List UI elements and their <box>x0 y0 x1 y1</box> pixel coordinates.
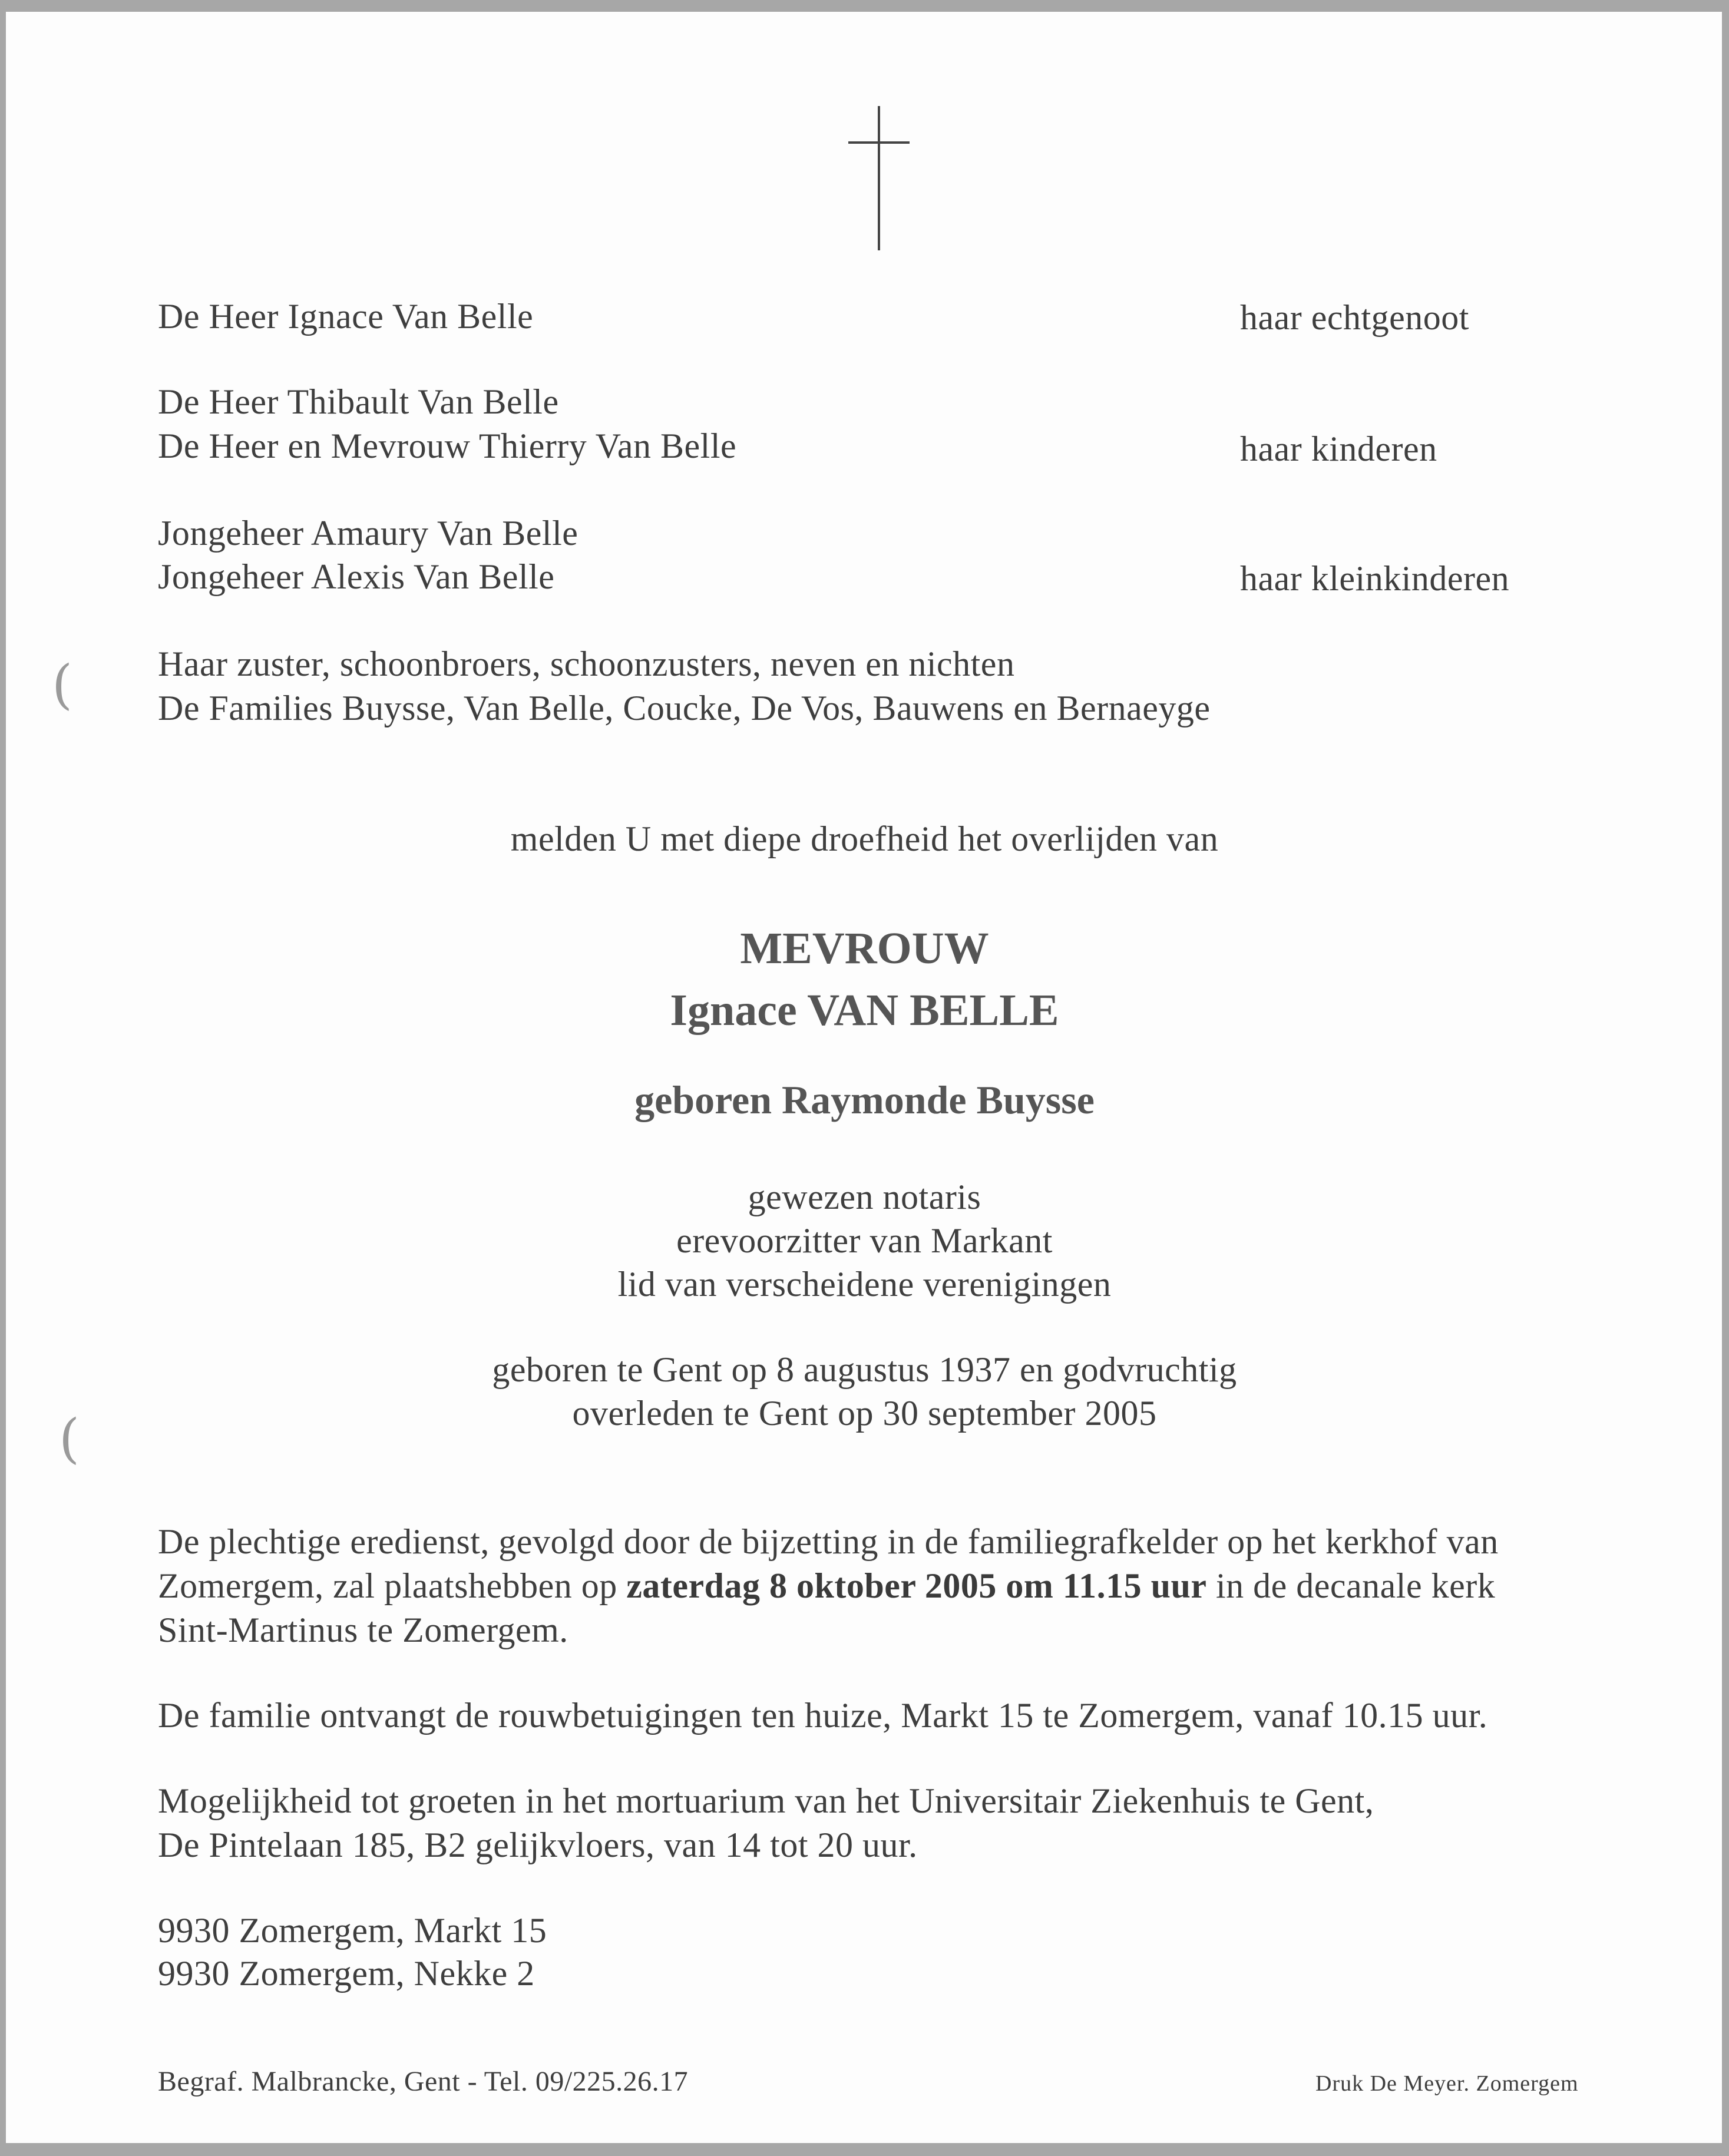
function-line-1: gewezen notaris <box>748 1178 981 1216</box>
service-line-2-start: Zomergem, zal plaatshebben op <box>158 1566 627 1605</box>
cross-icon <box>844 106 914 253</box>
announcement-text: melden U met diepe droefheid het overlijden van <box>510 819 1219 858</box>
grandchildren-role: haar kleinkinderen <box>1240 559 1510 598</box>
spouse-role: haar echtgenoot <box>1240 298 1469 337</box>
condolences-text: De familie ontvangt de rouwbetuigingen ten huize, Markt 15 te Zomergem, vanaf 10.15 uur. <box>158 1696 1488 1735</box>
death-line: overleden te Gent op 30 september 2005 <box>572 1394 1157 1433</box>
child-name-1: De Heer Thibault Van Belle <box>158 382 559 421</box>
function-line-2: erevoorzitter van Markant <box>676 1221 1053 1260</box>
viewing-line-1: Mogelijkheid tot groeten in het mortuarium van het Universitair Ziekenhuis te Gent, <box>158 1781 1374 1820</box>
child-name-2: De Heer en Mevrouw Thierry Van Belle <box>158 426 737 465</box>
punch-mark-lower: ( <box>59 1408 80 1470</box>
viewing-line-2: De Pintelaan 185, B2 gelijkvloers, van 14 tot 20 uur. <box>158 1826 918 1864</box>
undertaker-text: Begraf. Malbrancke, Gent - Tel. 09/225.26.17 <box>158 2066 689 2097</box>
service-line-1: De plechtige eredienst, gevolgd door de bijzetting in de familiegrafkelder op het kerkhof van <box>158 1522 1499 1561</box>
grandchild-name-1: Jongeheer Amaury Van Belle <box>158 514 578 553</box>
service-line-3: Sint-Martinus te Zomergem. <box>158 1611 568 1649</box>
service-line-2 <box>158 1564 1495 1608</box>
deceased-title: MEVROUW <box>740 924 989 973</box>
address-line-2: 9930 Zomergem, Nekke 2 <box>158 1954 535 1993</box>
punch-mark-upper: ( <box>52 654 73 716</box>
relatives-line-1: Haar zuster, schoonbroers, schoonzusters, neven en nichten <box>158 644 1015 683</box>
children-role: haar kinderen <box>1240 429 1437 468</box>
deceased-birth-name: geboren Raymonde Buysse <box>634 1077 1095 1122</box>
relatives-line-2: De Families Buysse, Van Belle, Coucke, De Vos, Bauwens en Bernaeyge <box>158 689 1211 728</box>
service-date-time: zaterdag 8 oktober 2005 om 11.15 uur <box>626 1566 1207 1605</box>
function-line-3: lid van verscheidene verenigingen <box>617 1265 1112 1304</box>
service-line-2-end: in de decanale kerk <box>1206 1566 1496 1605</box>
birth-line: geboren te Gent op 8 augustus 1937 en godvruchtig <box>492 1350 1237 1389</box>
printer-text: Druk De Meyer. Zomergem <box>1315 2071 1579 2096</box>
spouse-name: De Heer Ignace Van Belle <box>158 297 534 336</box>
grandchild-name-2: Jongeheer Alexis Van Belle <box>158 557 555 596</box>
address-line-1: 9930 Zomergem, Markt 15 <box>158 1911 547 1950</box>
deceased-name: Ignace VAN BELLE <box>670 986 1059 1035</box>
